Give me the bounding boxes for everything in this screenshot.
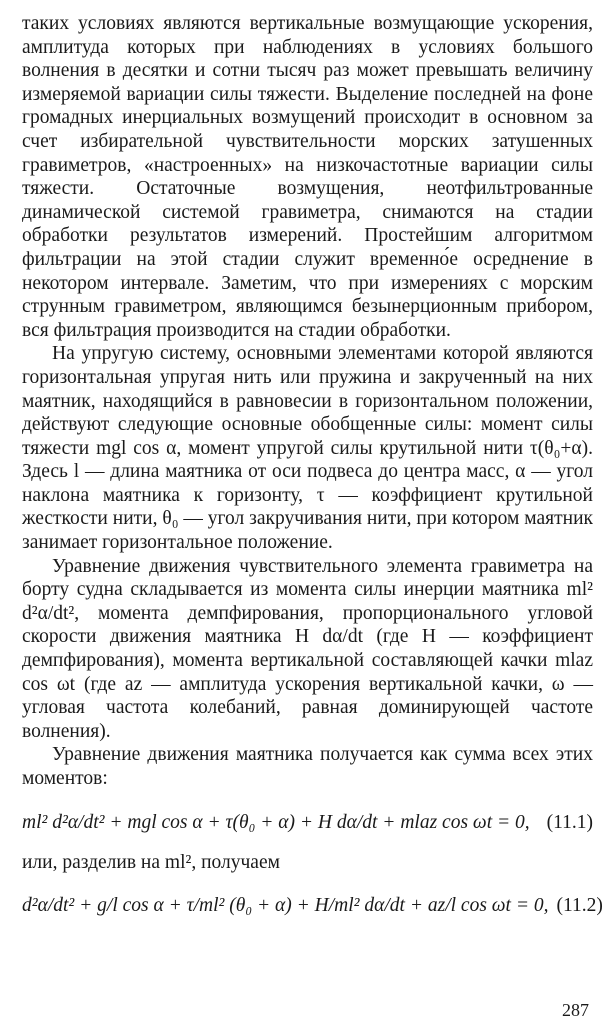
equation-11-1 (22, 801, 593, 845)
equation-11-2 (22, 884, 603, 928)
paragraph-2: На упругую систему, основными элементами которой являются горизонтальная упругая нить или пружина и закрученный на них маятник, находящийся в равновесии в горизонтальном положении, действуют следующие основные обобщенные силы: момент силы тяжести mgl cos α, момент упругой силы крутильной нити τ(θ₀+α). Здесь l — длина маятника от оси подвеса до центра масс, α — угол наклона маятника к горизонту, τ — коэффициент крутильной жесткости нити, θ₀ — угол закручивания нити, при котором маятник занимает горизонтальное положение. (22, 343, 593, 554)
equation-11-1-number: (11.1) (546, 811, 593, 833)
paragraph-3: Уравнение движения чувствительного элемента гравиметра на борту судна складывается из момента силы инерции маятника ml² d²α/dt², момента демпфирования, пропорционального угловой скорости движения маятника H dα/dt (где H — коэффициент демпфирования), момента вертикальной составляющей качки mlaz cos ωt (где az — амплитуда ускорения вертикальной качки, ω — угловая частота колебаний, равная доминирующей частоте волнения). (22, 555, 593, 742)
paragraph-4: Уравнение движения маятника получается как сумма всех этих моментов: (22, 744, 593, 789)
equation-11-2-number: (11.2) (556, 895, 603, 917)
page-number: 287 (562, 1000, 589, 1020)
paragraph-1: таких условиях являются вертикальные возмущающие ускорения, амплитуда которых при наблюдениях в условиях большого волнения в десятки и сотни тысяч раз может превышать величину измеряемой вариации силы тяжести. Выделение последней на фоне громадных инерциальных возмущений происходит в основном за счет избирательной чувствительности морских затушенных гравиметров, «настроенных» на низкочастотные вариации силы тяжести. Остаточные возмущения, неотфильтрованные динамической системой гравиметра, снимаются на стадии обработки результатов измерений. Простейшим алгоритмом фильтрации на этой стадии служит временно́е осреднение в некотором интервале. Заметим, что при измерениях с морским струнным гравиметром, являющимся безынерционным прибором, вся фильтрация производится на стадии обработки. (22, 13, 593, 341)
equation-11-1-body: ml² d²α/dt² + mgl cos α + τ(θ₀ + α) + H dα/dt + mlaz cos ωt = 0, (22, 811, 530, 833)
between-text: или, разделив на ml², получаем (22, 851, 280, 873)
equation-11-2-body: d²α/dt² + g/l cos α + τ/ml² (θ₀ + α) + H/ml² dα/dt + az/l cos ωt = 0, (22, 895, 549, 917)
